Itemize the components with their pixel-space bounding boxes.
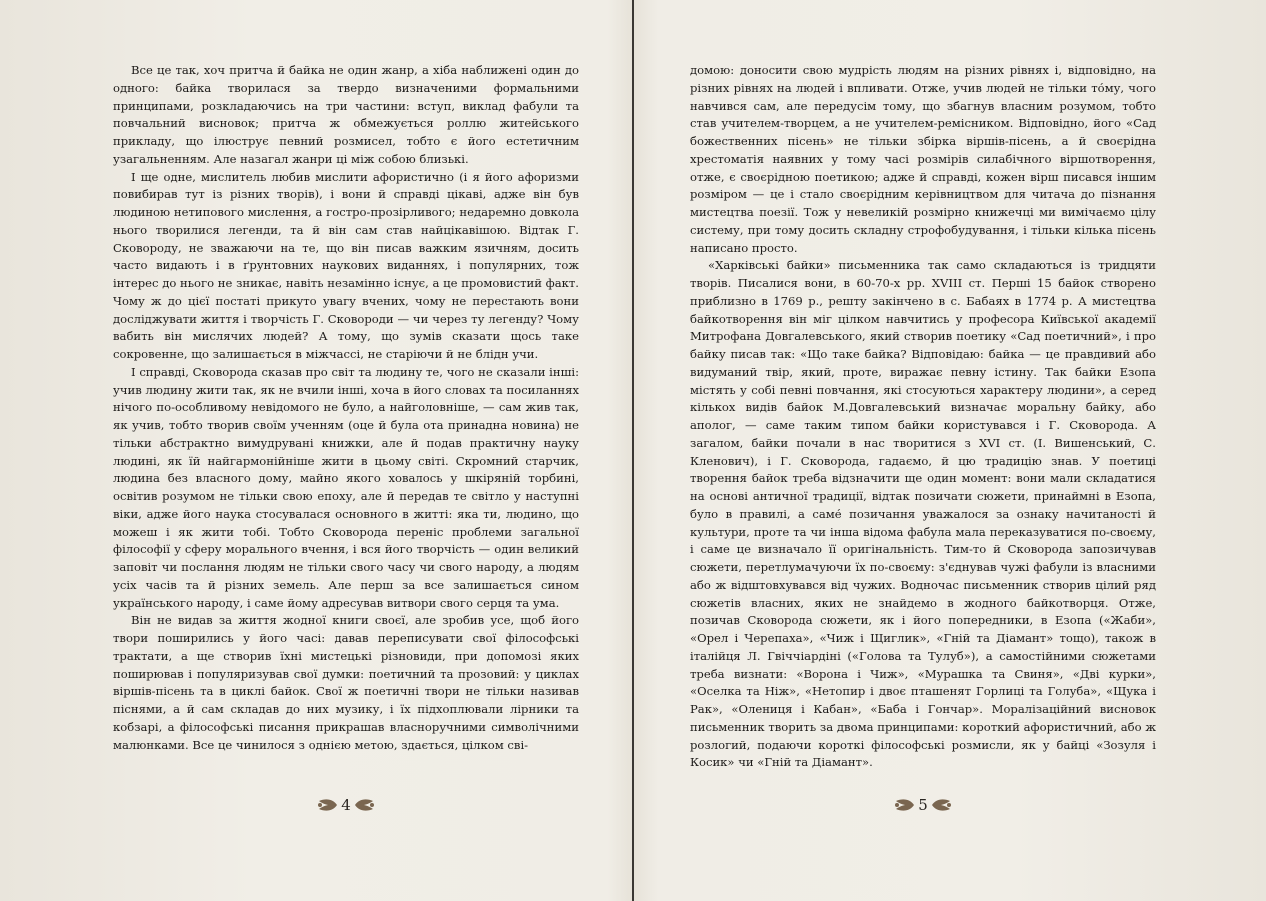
right-paragraph-1: домою: доносити свою мудрість людям на різних рівнях і, відповідно, на різних рівнях на людей і впливати. Отже, учив людей не тільки то́му, чого навчився сам, але передусім тому, що збагнув власним розумом, тобто став учителем-творцем, а не учителем-ремісником. Відповідно, його «Сад божественних пісень» не тільки збірка віршів-пісень, а й своєрідна хрестоматія наявних у тому часі розмірів силабічного віршотворення, отже, є своєрідною поетикою; адже й справді, кожен вірш писався іншим розміром — це і стало своєрідним керівництвом для читача до пізнання мистецтва поезії. Тож у невеликій розмірно книжечці ми вимічаємо цілу систему, при тому досить складну строфобудування, і тільки кілька пісень написано просто. (690, 63, 1156, 255)
left-paragraph-4: Він не видав за життя жодної книги своєї, але зробив усе, щоб його твори поширились у його часі: давав переписувати свої філософські трактати, а ще створив їхні мистецькі різновиди, при допомозі яких поширював і популяризував свої думки: поетичний та прозовий: у циклах віршів-пісень та в циклі байок. Свої ж поетичні твори не тільки називав піснями, а й сам складав до них музику, і їх підхоплювали лірники та кобзарі, а філософські писання прикрашав власноручними символічними малюнками. Все це чинилося з однією метою, здається, цілком сві- (113, 613, 579, 752)
left-paragraph-3: І справді, Сковорода сказав про світ та людину те, чого не сказали інші: учив людину жити так, як не вчили інші, хоча в його словах та посиланнях нічого по-особливому невідомого не було, а найголовніше, — сам жив так, як учив, тобто творив своїм ученням (оце й була ота принадна новина) не тільки абстрактно вимудрувані книжки, але й подав практичну науку людині, як їй найгармонійніше жити в цьому світі. Скромний старчик, людина без власного дому, майно якого ховалось у шкіряній торбині, освітив розумом не тільки свою епоху, але й передав те світло у наступні віки, адже його наука стосувалася основного в житті: яка ти, людино, що можеш і як жити тобі. Тобто Сковорода переніс проблеми загальної філософії у сферу морального вчення, і вся його творчість — один великий заповіт чи послання людям не тільки свого часу чи свого народу, а людям усіх часів та й різних земель. Але перш за все залишається сином українського народу, і саме йому адресував витвори свого серця та ума. (113, 364, 579, 610)
leaf-ornament-right-icon (354, 797, 376, 813)
page-number-5: 5 (918, 796, 928, 814)
page-number-4: 4 (341, 796, 351, 814)
right-page (690, 62, 1156, 772)
book-gutter (632, 0, 634, 901)
left-page (113, 62, 579, 754)
left-paragraph-1: Все це так, хоч притча й байка не один жанр, а хіба наближені один до одного: байка творилася за твердо визначеними формальними принципами, розкладаючись на три частини: вступ, виклад фабули та повчальний висновок; притча ж обмежується роллю житейського прикладу, що ілюструє певний розмисел, тобто є його естетичним узагальненням. Але назагал жанри ці між собою близькі. (113, 63, 579, 166)
left-page-number (306, 794, 386, 816)
right-paragraph-2: «Харківські байки» письменника так само складаються із тридцяти творів. Писалися вони, в 60-70-х рр. XVIII ст. Перші 15 байок створено приблизно в 1769 р., решту закінчено в с. Бабаях в 1774 р. А мистецтва байкотворення він міг цілком навчитись у професора Київської академії Митрофана Довгалевського, який створив поетику «Сад поетичний», і про байку писав так: «Що таке байка? Відповідаю: байка — це правдивий або видуманий твір, який, проте, виражає певну істину. Так байки Езопа містять у собі певні повчання, які стосуються характеру людини», а серед кількох видів байок М.Довгалевський визначає моральну байку, або аполог, — саме таким типом байки користувався і Г. Сковорода. А загалом, байки почали в нас творитися з XVI ст. (І. Вишенський, С. Кленович), і Г. Сковорода, гадаємо, й цю традицію знав. У поетиці творення байок треба відзначити ще один момент: вони мали складатися на основі античної традиції, відтак позичати сюжети, принаймні в Езопа, було в правилі, а саме́ позичання уважалося за ознаку начитаності й культури, проте та чи інша відома фабула мала переказуватися по-своєму, і саме це визначало її оригінальність. Тим-то й Сковорода запозичував сюжети, перетлумачуючи їх по-своєму: з'єднував чужі фабули із власними або ж відштовхувався від чужих. Водночас письменник створив цілий ряд сюжетів власних, яких не знайдемо в жодного байкотворця. Отже, позичав Сковорода сюжети, як і його попередники, в Езопа («Жаби», «Орел і Черепаха», «Чиж і Щиглик», «Гній та Діамант» тощо), також в італійця Л. Гвіччіардіні («Голова та Тулуб»), а самостійними сюжетами треба визнати: «Ворона і Чиж», «Мурашка та Свиня», «Дві курки», «Оселка та Ніж», «Нетопир і двоє пташенят Горлиці та Голуба», «Щука і Рак», «Олениця і Кабан», «Баба і Гончар». Моралізаційний висновок письменник творить за двома принципами: короткий афористичний, або ж розлогий, подаючи короткі філософські розмисли, як у байці «Зозуля і Косик» чи «Гній та Діамант». (690, 258, 1156, 770)
left-paragraph-2: І ще одне, мислитель любив мислити афористично (і я його афоризми повибирав тут із різних творів), і вони й справді цікаві, адже він був людиною нетипового мислення, а гостро-прозірливого; недаремно довкола нього творилися легенди, та й він сам став найцікавішою. Відтак Г. Сковороду, не зважаючи на те, що він писав важким язичням, досить часто видають і в ґрунтовних наукових виданнях, і популярних, тож інтерес до нього не зникає, навіть незамінно існує, а це промовистий факт. Чому ж до цієї постаті прикуто увагу вчених, чому не перестають вони досліджувати життя і творчість Г. Сковороди — чи через ту легенду? Чому вабить він мислячих людей? А тому, що зумів сказати щось таке сокровенне, що залишається в міжчассі, не старіючи й не блідн учи. (113, 169, 579, 361)
right-page-number (883, 794, 963, 816)
leaf-ornament-right-icon (931, 797, 953, 813)
leaf-ornament-left-icon (893, 797, 915, 813)
leaf-ornament-left-icon (316, 797, 338, 813)
